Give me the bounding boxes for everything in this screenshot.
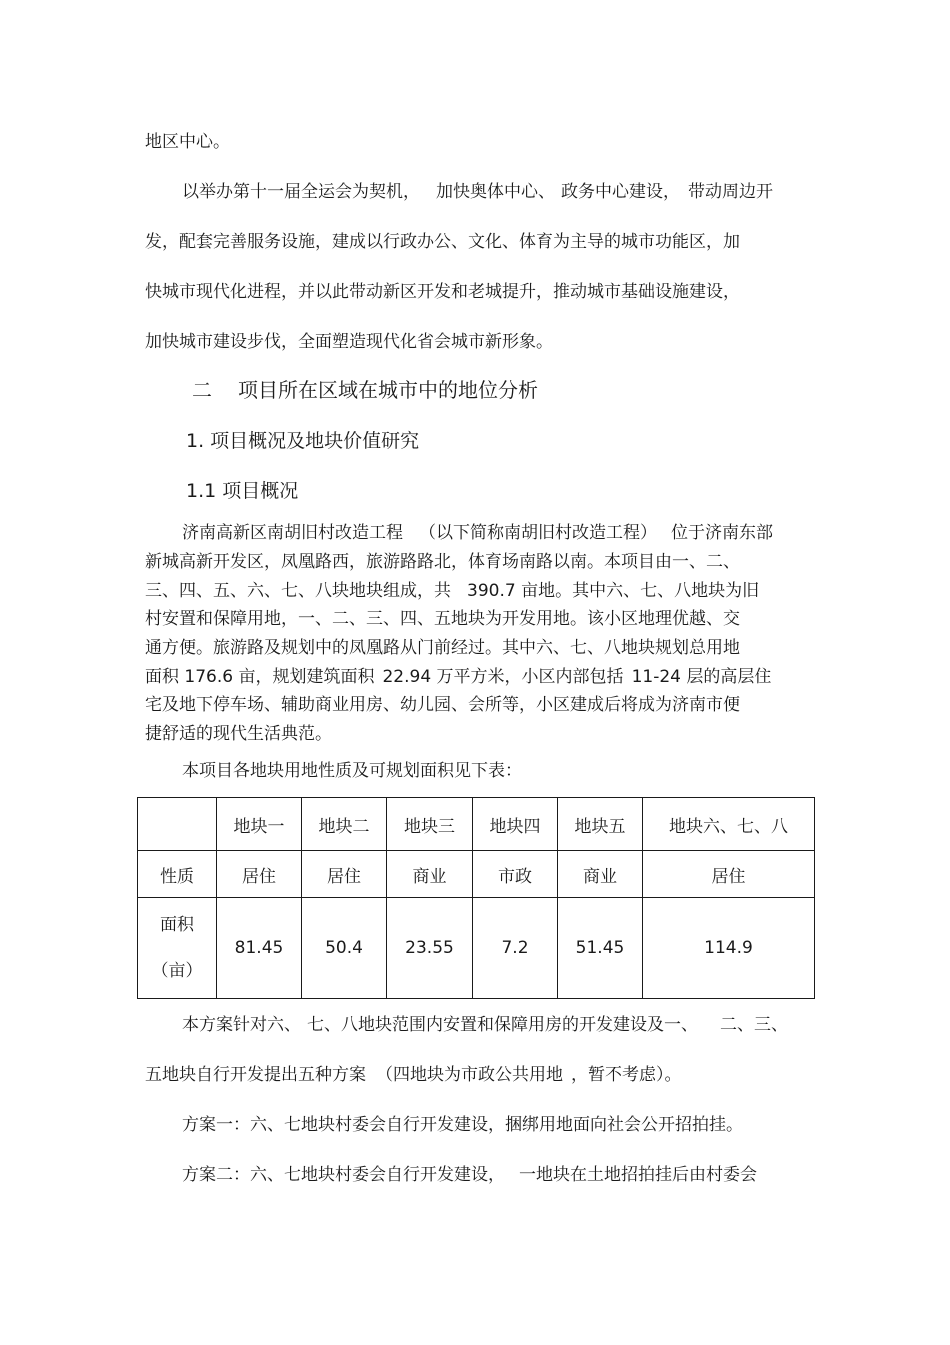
table-cell: 商业 [387, 851, 473, 898]
row-label-area-line2: （亩） [151, 961, 203, 981]
row-label-nature: 性质 [138, 851, 217, 898]
paragraph-line: 本方案针对六、 七、八地块范围内安置和保障用房的开发建设及一、 二、三、 [182, 1015, 788, 1035]
paragraph-line: 新城高新开发区，凤凰路西，旅游路路北，体育场南路以南。本项目由一、二、 [145, 552, 740, 572]
table-cell: 114.9 [643, 898, 815, 999]
table-cell: 23.55 [387, 898, 473, 999]
table-row [138, 851, 815, 898]
table-cell: 居住 [643, 851, 815, 898]
table-cell: 居住 [302, 851, 387, 898]
paragraph-line: 方案一：六、七地块村委会自行开发建设，捆绑用地面向社会公开招拍挂。 [182, 1115, 743, 1135]
table-corner-cell [138, 798, 217, 851]
paragraph-line: 地区中心。 [145, 132, 230, 152]
table-cell: 市政 [473, 851, 558, 898]
table-cell: 50.4 [302, 898, 387, 999]
table-header-cell: 地块一 [217, 798, 302, 851]
subsection-heading: 1. 项目概况及地块价值研究 [186, 430, 420, 452]
table-header-cell: 地块四 [473, 798, 558, 851]
paragraph-line: 济南高新区南胡旧村改造工程 （以下简称南胡旧村改造工程） 位于济南东部 [182, 523, 773, 543]
paragraph-line: 捷舒适的现代生活典范。 [145, 724, 332, 744]
paragraph-line: 五地块自行开发提出五种方案 （四地块为市政公共用地 ，暂不考虑）。 [145, 1065, 682, 1085]
table-cell: 7.2 [473, 898, 558, 999]
table-row [138, 898, 815, 999]
paragraph-line: 通方便。旅游路及规划中的凤凰路从门前经过。其中六、七、八地块规划总用地 [145, 638, 740, 658]
table-cell: 51.45 [558, 898, 643, 999]
section-heading: 二 项目所在区域在城市中的地位分析 [192, 378, 538, 402]
paragraph-line: 三、四、五、六、七、八块地块组成，共 390.7 亩地。其中六、七、八地块为旧 [145, 581, 760, 601]
subsection-heading: 1.1 项目概况 [186, 480, 299, 502]
paragraph-line: 村安置和保障用地，一、二、三、四、五地块为开发用地。该小区地理优越、交 [145, 609, 740, 629]
table-header-cell: 地块六、七、八 [643, 798, 815, 851]
paragraph-line: 本项目各地块用地性质及可规划面积见下表： [182, 761, 522, 781]
paragraph-line: 发，配套完善服务设施，建成以行政办公、文化、体育为主导的城市功能区，加 [145, 232, 740, 252]
paragraph-line: 加快城市建设步伐，全面塑造现代化省会城市新形象。 [145, 332, 553, 352]
paragraph-line: 方案二：六、七地块村委会自行开发建设， 一地块在土地招拍挂后由村委会 [182, 1165, 757, 1185]
table-header-cell: 地块三 [387, 798, 473, 851]
table-cell: 商业 [558, 851, 643, 898]
paragraph-line: 以举办第十一届全运会为契机， 加快奥体中心、 政务中心建设， 带动周边开 [182, 182, 773, 202]
row-label-area [138, 898, 217, 999]
table-cell: 81.45 [217, 898, 302, 999]
land-parcel-table [137, 797, 815, 999]
table-header-cell: 地块二 [302, 798, 387, 851]
paragraph-line: 快城市现代化进程，并以此带动新区开发和老城提升，推动城市基础设施建设， [145, 282, 740, 302]
row-label-area-line1: 面积 [160, 915, 194, 935]
table-header-row [138, 798, 815, 851]
table-header-cell: 地块五 [558, 798, 643, 851]
paragraph-line: 面积 176.6 亩，规划建筑面积 22.94 万平方米，小区内部包括 11-24 层的高层住 [145, 667, 772, 687]
paragraph-line: 宅及地下停车场、辅助商业用房、幼儿园、会所等，小区建成后将成为济南市便 [145, 695, 740, 715]
table-cell: 居住 [217, 851, 302, 898]
